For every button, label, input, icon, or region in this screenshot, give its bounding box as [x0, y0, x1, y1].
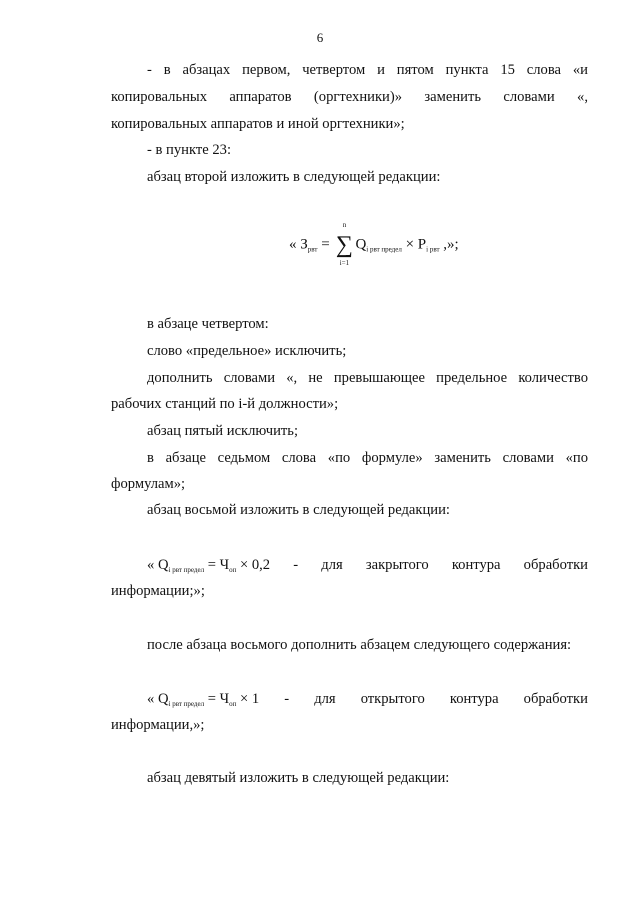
formula-open-contour: « $Q_{i рвт предел} = Ч_{оп} \times 1$ - для открытого контура обработки — [147, 691, 588, 708]
paragraph-line: абзац второй изложить в следующей редакции: — [147, 169, 441, 185]
paragraph-line: слово «предельное» исключить; — [147, 343, 347, 359]
page-number: 6 — [316, 30, 324, 45]
paragraph-line: информации,»; — [111, 717, 205, 733]
paragraph-line: абзац пятый исключить; — [147, 423, 299, 439]
paragraph-line: абзац восьмой изложить в следующей редакции: — [147, 502, 450, 518]
paragraph-line: - в абзацах первом, четвертом и пятом пункта 15 слова «и — [147, 62, 588, 78]
paragraph-line: копировальных аппаратов (оргтехники)» заменить словами «, — [111, 89, 588, 105]
paragraph-line: копировальных аппаратов и иной оргтехники»; — [111, 116, 405, 132]
paragraph-line: - в пункте 23: — [147, 142, 232, 158]
paragraph-line: дополнить словами «, не превышающее предельное количество — [147, 370, 588, 386]
paragraph-line: рабочих станций по i-й должности»; — [111, 396, 339, 412]
paragraph-line: в абзаце седьмом слова «по формуле» заменить словами «по — [147, 450, 588, 466]
paragraph-line: формулам»; — [111, 476, 186, 492]
formula-cost: « $З_{рвт}$ = n ∑ i=1 $Q_{i рвт предел} \times P_{i рвт}$ ,»; — [289, 221, 459, 267]
formula-closed-contour: « $Q_{i рвт предел} = Ч_{оп} \times 0,2$ - для закрытого контура обработки — [147, 557, 588, 574]
paragraph-line: после абзаца восьмого дополнить абзацем следующего содержания: — [147, 637, 572, 653]
paragraph-line: абзац девятый изложить в следующей редакции: — [147, 770, 450, 786]
paragraph-line: в абзаце четвертом: — [147, 316, 269, 332]
summation-sign: n ∑ i=1 — [335, 221, 353, 267]
paragraph-line: информации;»; — [111, 583, 205, 599]
